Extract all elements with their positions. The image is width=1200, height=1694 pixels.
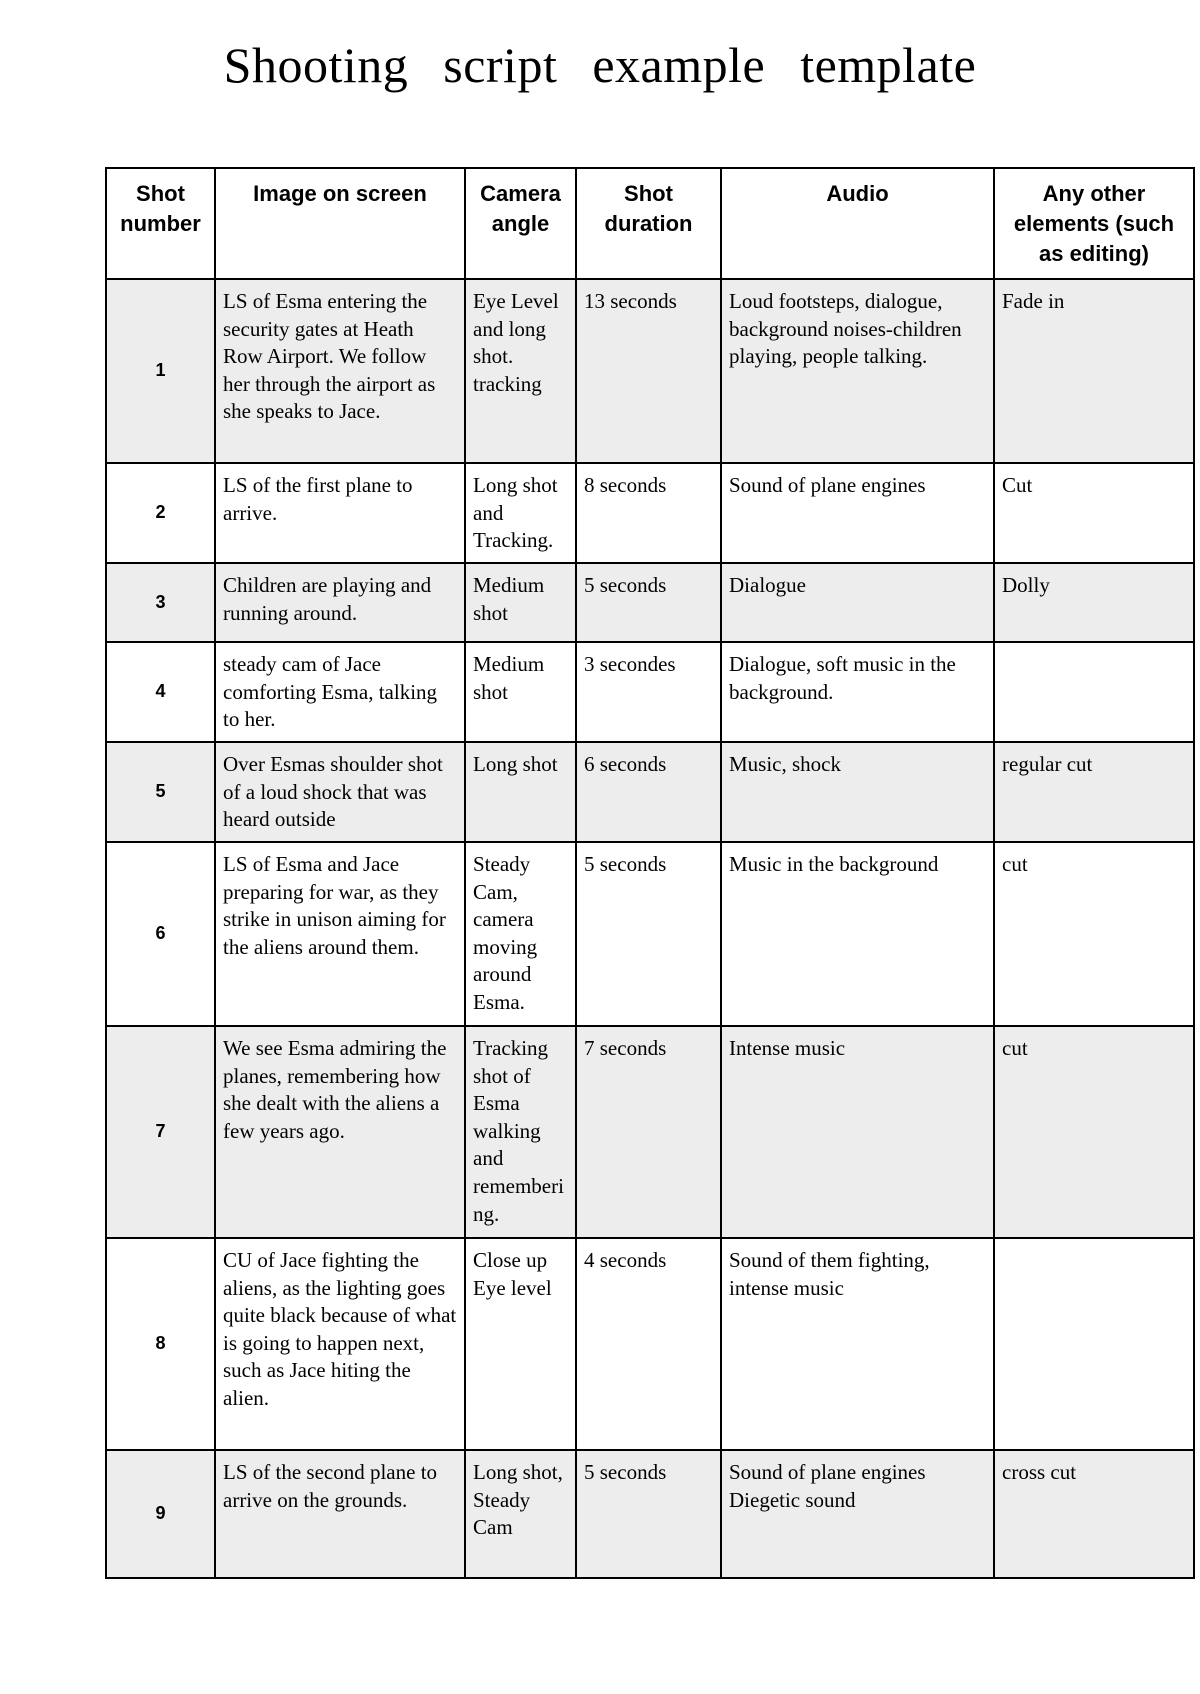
image-on-screen-cell: Children are playing and running around. <box>215 563 465 642</box>
shot-duration-cell: 7 seconds <box>576 1026 721 1238</box>
shooting-script-table <box>105 167 1195 1579</box>
header-camera-angle: Camera angle <box>465 168 576 279</box>
audio-cell: Music in the background <box>721 842 994 1026</box>
camera-angle-cell: Steady Cam, camera moving around Esma. <box>465 842 576 1026</box>
table-row <box>106 1450 1194 1578</box>
image-on-screen-cell: LS of the second plane to arrive on the grounds. <box>215 1450 465 1578</box>
table-row <box>106 642 1194 742</box>
table-row <box>106 1238 1194 1450</box>
page-title: Shooting script example template <box>223 37 977 93</box>
table-row <box>106 279 1194 463</box>
shot-number: 1 <box>106 279 215 463</box>
image-on-screen-cell: We see Esma admiring the planes, remembering how she dealt with the aliens a few years ago. <box>215 1026 465 1238</box>
shot-number: 7 <box>106 1026 215 1238</box>
camera-angle-cell: Long shot <box>465 742 576 842</box>
shot-duration-cell: 13 seconds <box>576 279 721 463</box>
header-other-elements: Any other elements (such as editing) <box>994 168 1194 279</box>
other-elements-cell <box>994 1238 1194 1450</box>
image-on-screen-cell: LS of Esma and Jace preparing for war, as they strike in unison aiming for the aliens around them. <box>215 842 465 1026</box>
other-elements-cell: Dolly <box>994 563 1194 642</box>
camera-angle-cell: Eye Level and long shot. tracking <box>465 279 576 463</box>
table-header-row <box>106 168 1194 279</box>
camera-angle-cell: Long shot, Steady Cam <box>465 1450 576 1578</box>
table-row <box>106 563 1194 642</box>
other-elements-cell: Fade in <box>994 279 1194 463</box>
shot-number: 4 <box>106 642 215 742</box>
audio-cell: Sound of plane engines <box>721 463 994 563</box>
shot-duration-cell: 3 secondes <box>576 642 721 742</box>
audio-cell: Dialogue, soft music in the background. <box>721 642 994 742</box>
camera-angle-cell: Medium shot <box>465 642 576 742</box>
shot-duration-cell: 6 seconds <box>576 742 721 842</box>
shot-number: 5 <box>106 742 215 842</box>
header-audio: Audio <box>721 168 994 279</box>
audio-cell: Intense music <box>721 1026 994 1238</box>
audio-cell: Sound of plane engines Diegetic sound <box>721 1450 994 1578</box>
image-on-screen-cell: LS of the first plane to arrive. <box>215 463 465 563</box>
shot-number: 9 <box>106 1450 215 1578</box>
table-row <box>106 742 1194 842</box>
shot-duration-cell: 5 seconds <box>576 842 721 1026</box>
audio-cell: Music, shock <box>721 742 994 842</box>
other-elements-cell: cut <box>994 1026 1194 1238</box>
image-on-screen-cell: steady cam of Jace comforting Esma, talking to her. <box>215 642 465 742</box>
camera-angle-cell: Long shot and Tracking. <box>465 463 576 563</box>
table-row <box>106 842 1194 1026</box>
shot-duration-cell: 8 seconds <box>576 463 721 563</box>
shot-number: 2 <box>106 463 215 563</box>
other-elements-cell: regular cut <box>994 742 1194 842</box>
header-shot-number: Shot number <box>106 168 215 279</box>
table-row <box>106 463 1194 563</box>
other-elements-cell: Cut <box>994 463 1194 563</box>
shot-duration-cell: 4 seconds <box>576 1238 721 1450</box>
image-on-screen-cell: CU of Jace fighting the aliens, as the lighting goes quite black because of what is going to happen next, such as Jace hiting the alien. <box>215 1238 465 1450</box>
camera-angle-cell: Medium shot <box>465 563 576 642</box>
shot-duration-cell: 5 seconds <box>576 563 721 642</box>
shot-number: 8 <box>106 1238 215 1450</box>
image-on-screen-cell: LS of Esma entering the security gates at Heath Row Airport. We follow her through the airport as she speaks to Jace. <box>215 279 465 463</box>
image-on-screen-cell: Over Esmas shoulder shot of a loud shock that was heard outside <box>215 742 465 842</box>
other-elements-cell: cut <box>994 842 1194 1026</box>
audio-cell: Sound of them fighting, intense music <box>721 1238 994 1450</box>
camera-angle-cell: Tracking shot of Esma walking and remembering. <box>465 1026 576 1238</box>
header-image-on-screen: Image on screen <box>215 168 465 279</box>
other-elements-cell: cross cut <box>994 1450 1194 1578</box>
audio-cell: Loud footsteps, dialogue, background noises-children playing, people talking. <box>721 279 994 463</box>
shot-number: 6 <box>106 842 215 1026</box>
header-shot-duration: Shot duration <box>576 168 721 279</box>
shot-duration-cell: 5 seconds <box>576 1450 721 1578</box>
audio-cell: Dialogue <box>721 563 994 642</box>
other-elements-cell <box>994 642 1194 742</box>
camera-angle-cell: Close up Eye level <box>465 1238 576 1450</box>
shot-number: 3 <box>106 563 215 642</box>
table-row <box>106 1026 1194 1238</box>
